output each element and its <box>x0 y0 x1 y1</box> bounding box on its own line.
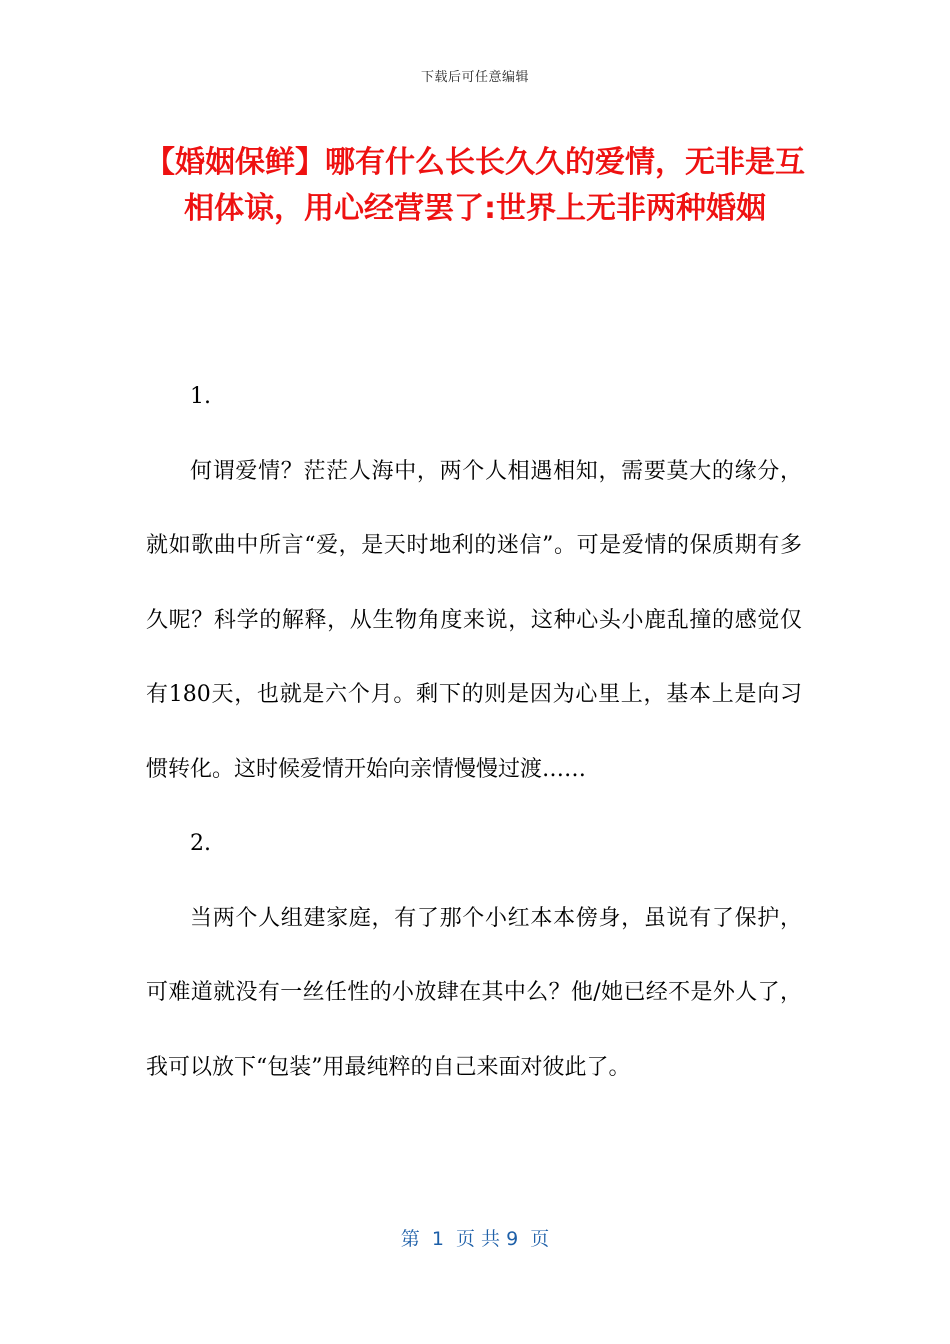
page-header-note: 下载后可任意编辑 <box>420 70 529 85</box>
body-paragraph: 何谓爱情？茫茫人海中，两个人相遇相知，需要莫大的缘分，就如歌曲中所言“爱，是天时地利的迷信”。可是爱情的保质期有多久呢？科学的解释，从生物角度来说，这种心头小鹿乱撞的感觉仅有180天，也就是六个月。剩下的则是因为心里上，基本上是向习惯转化。这时候爱情开始向亲情慢慢过渡…… <box>146 458 802 782</box>
page-number-footer: 第 1 页 共 9 页 <box>400 1228 550 1250</box>
section-number: 1. <box>190 384 211 409</box>
body-paragraph: 当两个人组建家庭，有了那个小红本本傍身，虽说有了保护，可难道就没有一丝任性的小放肆在其中么？他/她已经不是外人了，我可以放下“包装”用最纯粹的自己来面对彼此了。 <box>146 905 802 1080</box>
section-number: 2. <box>190 831 211 856</box>
document-body <box>146 360 802 1105</box>
document-title: 【婚姻保鲜】哪有什么长长久久的爱情，无非是互相体谅，用心经营罢了:世界上无非两种婚姻 <box>145 145 805 226</box>
